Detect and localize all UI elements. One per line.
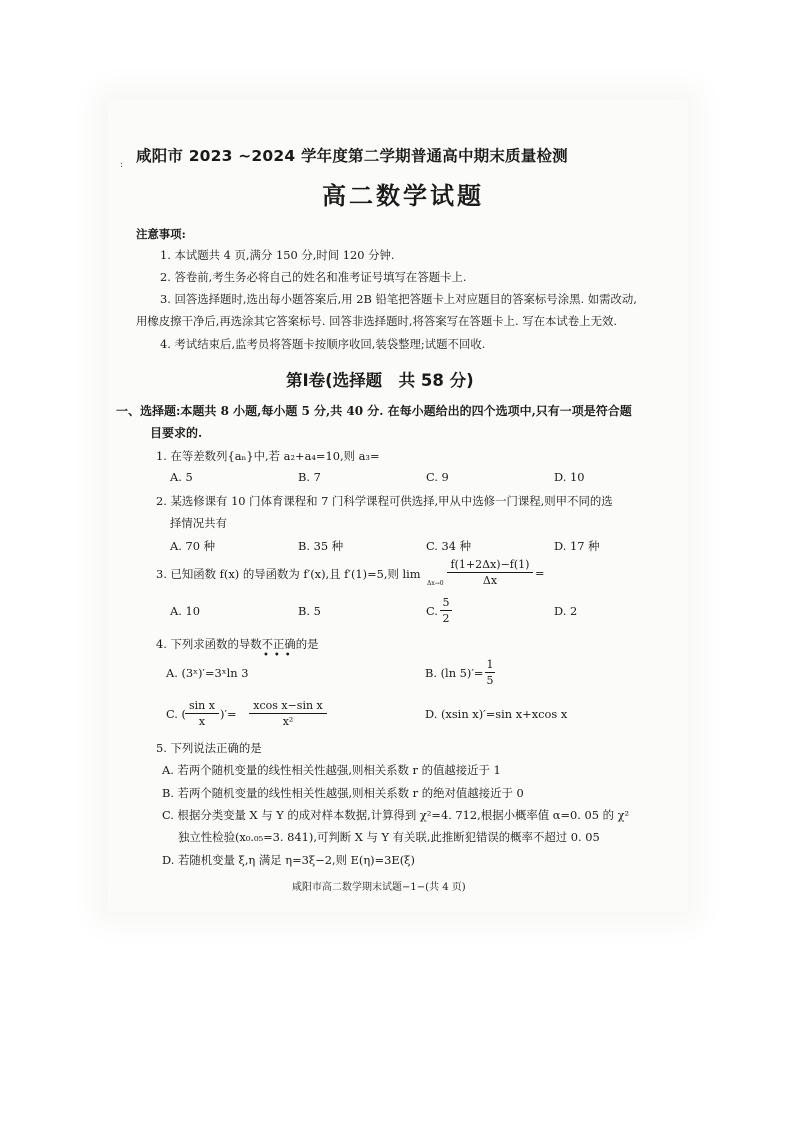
q1-option-c: C. 9 (426, 470, 449, 484)
q2-option-d: D. 17 种 (554, 539, 600, 553)
q2-option-a: A. 70 种 (170, 539, 215, 553)
q4-option-c-derivative: )′= (220, 707, 237, 721)
notice-heading: 注意事项: (136, 227, 186, 241)
q4-stem: 4. 下列求函数的导数不正确的是 (156, 637, 319, 651)
q3-equals: = (535, 566, 545, 580)
exam-subtitle: 高二数学试题 (322, 182, 484, 210)
part1-instruction-cont: 目要求的. (150, 426, 203, 440)
q5-option-c-cont: 独立性检验(x₀.₀₅=3. 841),可判断 X 与 Y 有关联,此推断犯错误的概率不超过 0. 05 (178, 830, 600, 844)
q1-option-b: B. 7 (298, 470, 321, 484)
q3-stem: 3. 已知函数 f(x) 的导函数为 f′(x),且 f′(1)=5,则 lim (156, 567, 421, 581)
q3-option-c-numerator: 5 (442, 596, 450, 609)
q4-option-c-bar-2 (249, 713, 327, 714)
notice-item-1: 1. 本试题共 4 页,满分 150 分,时间 120 分钟. (160, 248, 395, 262)
q5-stem: 5. 下列说法正确的是 (156, 741, 262, 755)
q3-option-c-fraction (440, 596, 452, 625)
q4-option-c-bar-1 (185, 713, 219, 714)
q3-option-b: B. 5 (298, 604, 321, 618)
q3-limit-fraction (447, 558, 533, 587)
q4-option-b-label: B. (ln 5)′= (425, 666, 484, 680)
q2-stem-cont: 择情况共有 (170, 516, 227, 530)
q3-option-a: A. 10 (170, 604, 200, 618)
notice-item-3: 3. 回答选择题时,选出每小题答案后,用 2B 铅笔把答题卡上对应题目的答案标号涂黑. 如需改动, (160, 292, 637, 306)
q4-option-c-numerator-2: xcos x−sin x (253, 699, 323, 712)
q4-option-b-fraction (485, 658, 495, 687)
q4-option-b-denominator: 5 (486, 674, 494, 687)
q5-option-a: A. 若两个随机变量的线性相关性越强,则相关系数 r 的值越接近于 1 (162, 763, 501, 777)
q4-option-b-bar (485, 672, 495, 673)
scan-mark: : (120, 160, 124, 170)
notice-item-2: 2. 答卷前,考生务必将自己的姓名和准考证号填写在答题卡上. (160, 270, 467, 284)
notice-item-4: 4. 考试结束后,监考员将答题卡按顺序收回,装袋整理;试题不回收. (160, 337, 486, 351)
q4-option-a: A. (3ˣ)′=3ˣln 3 (166, 666, 249, 680)
q3-option-c-denominator: 2 (442, 612, 450, 625)
q1-option-d: D. 10 (554, 470, 585, 484)
q1-option-a: A. 5 (170, 470, 193, 484)
q4-option-c-fraction-1 (185, 699, 219, 728)
q4-emphasis-dots: ••• (263, 650, 296, 661)
section-title: 第Ⅰ卷(选择题 共 58 分) (286, 371, 474, 390)
q3-frac-numerator: f(1+2Δx)−f(1) (450, 558, 530, 571)
q4-option-c-denominator-1: x (198, 715, 206, 728)
q2-stem: 2. 某选修课有 10 门体育课程和 7 门科学课程可供选择,甲从中选修一门课程,则甲不同的选 (156, 494, 613, 508)
q3-option-c-bar (440, 610, 452, 611)
q4-option-d: D. (xsin x)′=sin x+xcos x (425, 707, 568, 721)
part1-instruction: 一、选择题:本题共 8 小题,每小题 5 分,共 40 分. 在每小题给出的四个选项中,只有一项是符合题 (116, 404, 632, 418)
q5-option-b: B. 若两个随机变量的线性相关性越强,则相关系数 r 的绝对值越接近于 0 (162, 786, 524, 800)
q3-frac-denominator: Δx (482, 574, 498, 587)
q1-stem: 1. 在等差数列{aₙ}中,若 a₂+a₄=10,则 a₃= (156, 449, 380, 463)
q3-lim-subscript: Δx→0 (427, 580, 444, 587)
q4-option-c-numerator-1: sin x (189, 699, 215, 712)
q4-option-c-denominator-2: x² (282, 715, 294, 728)
page-footer: 咸阳市高二数学期末试题−1−(共 4 页) (292, 882, 466, 893)
q3-frac-bar (447, 572, 533, 573)
q4-option-c-label: C. ( (166, 707, 186, 721)
q4-option-c-fraction-2 (249, 699, 327, 728)
q4-option-b-numerator: 1 (486, 658, 494, 671)
q3-option-c-label: C. (426, 604, 438, 618)
q5-option-d: D. 若随机变量 ξ,η 满足 η=3ξ−2,则 E(η)=3E(ξ) (162, 853, 415, 867)
q2-option-c: C. 34 种 (426, 539, 472, 553)
q5-option-c: C. 根据分类变量 X 与 Y 的成对样本数据,计算得到 χ²=4. 712,根据小概率值 α=0. 05 的 χ² (162, 808, 630, 822)
exam-title: 咸阳市 2023 ~2024 学年度第二学期普通高中期末质量检测 (136, 147, 568, 165)
notice-item-3-cont: 用橡皮擦干净后,再选涂其它答案标号. 回答非选择题时,将答案写在答题卡上. 写在本试卷上无效. (136, 314, 617, 328)
q2-option-b: B. 35 种 (298, 539, 344, 553)
q3-option-d: D. 2 (554, 604, 578, 618)
